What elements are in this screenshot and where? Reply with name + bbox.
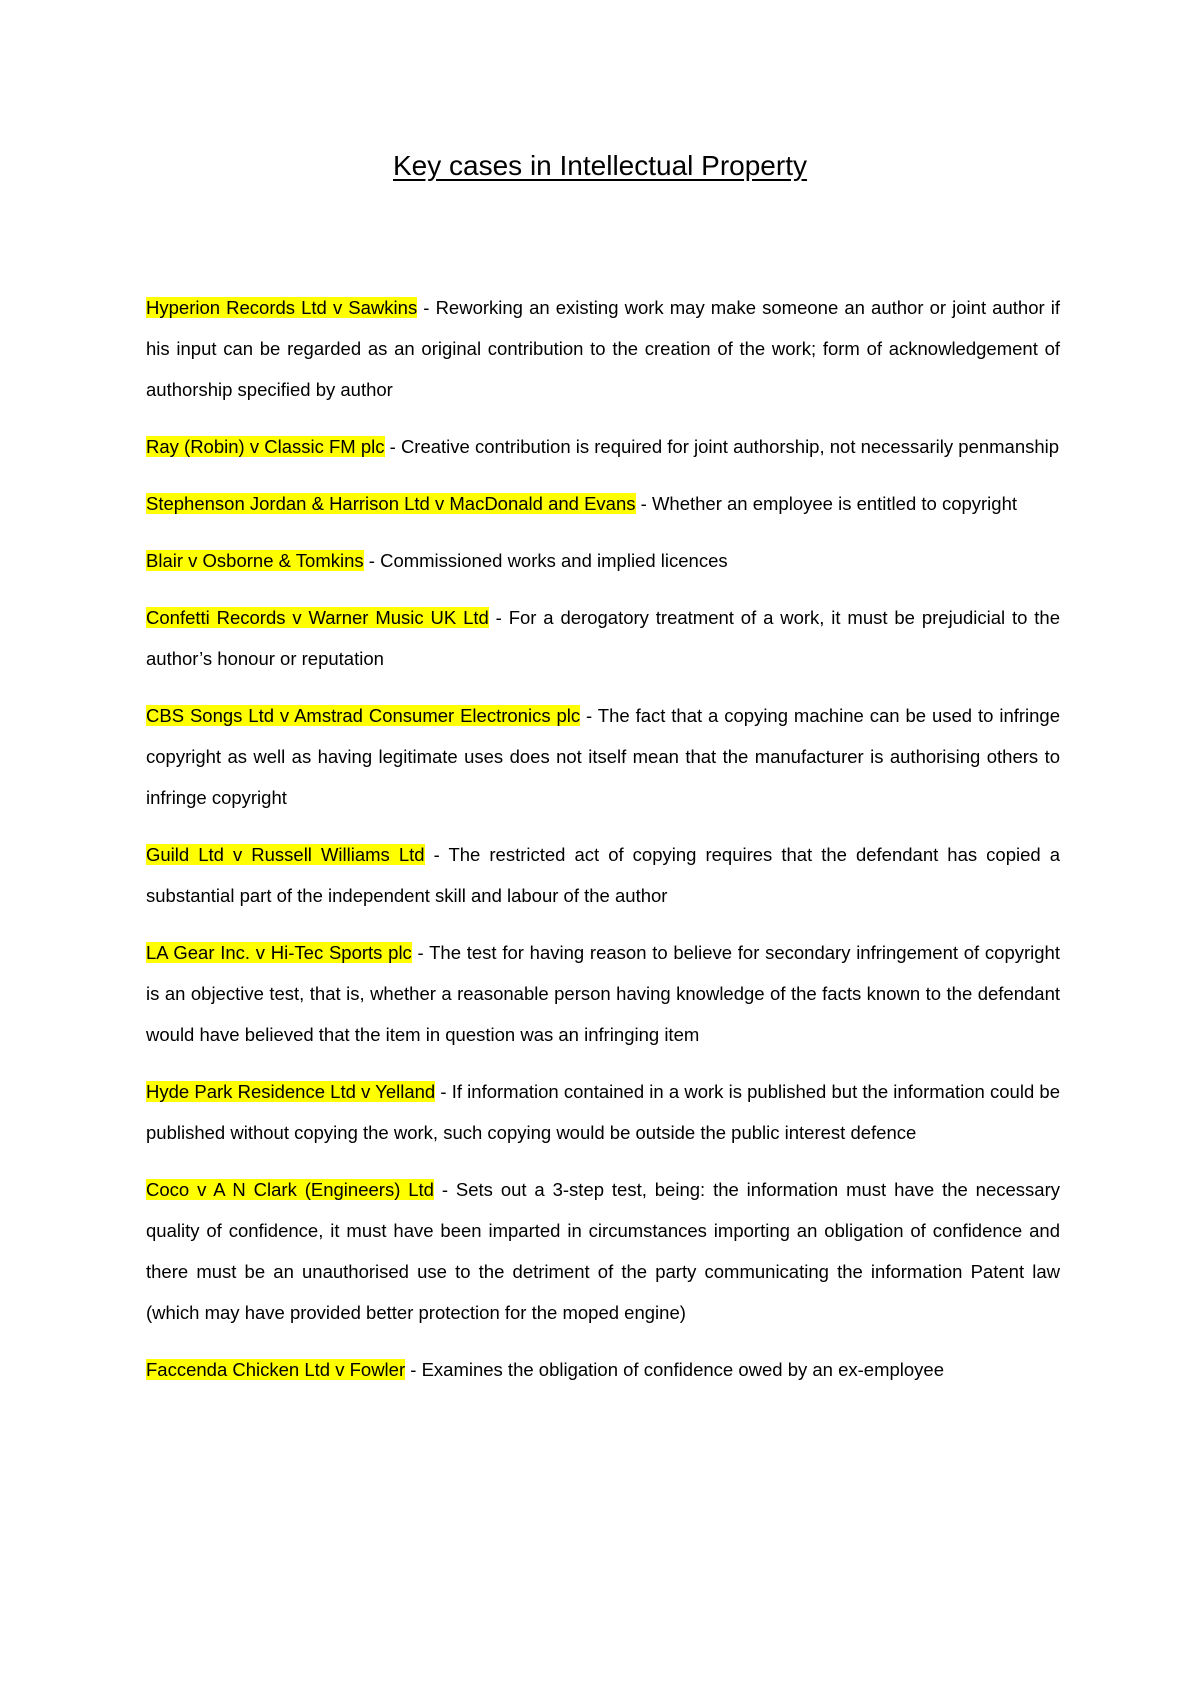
- page-title: Key cases in Intellectual Property: [393, 150, 807, 181]
- case-name: Guild Ltd v Russell Williams Ltd: [146, 844, 425, 865]
- case-name: Coco v A N Clark (Engineers) Ltd: [146, 1179, 434, 1200]
- case-description: - Examines the obligation of confidence owed by an ex-employee: [405, 1359, 945, 1380]
- case-entry: [146, 540, 1060, 581]
- case-name: Stephenson Jordan & Harrison Ltd v MacDonald and Evans: [146, 493, 636, 514]
- case-list: [146, 287, 1060, 1406]
- case-description: - Reworking an existing work may make someone an author or joint author if his input can be regarded as an original contribution to the creation of the work; form of acknowledgement of authorship specified by author: [146, 297, 1060, 400]
- case-description: - Creative contribution is required for joint authorship, not necessarily penmanship: [384, 436, 1060, 457]
- case-entry: [146, 1349, 1060, 1390]
- case-name: LA Gear Inc. v Hi-Tec Sports plc: [146, 942, 412, 963]
- case-description: - The restricted act of copying requires that the defendant has copied a substantial part of the independent skill and labour of the author: [146, 844, 1060, 906]
- case-entry: [146, 483, 1060, 524]
- case-description: - For a derogatory treatment of a work, it must be prejudicial to the author’s honour or reputation: [146, 607, 1061, 669]
- case-entry: [146, 597, 1060, 679]
- case-entry: [146, 1071, 1060, 1153]
- case-description: - Commissioned works and implied licences: [363, 550, 728, 571]
- case-name: Hyperion Records Ltd v Sawkins: [146, 297, 418, 318]
- case-description: - Whether an employee is entitled to copyright: [635, 493, 1018, 514]
- case-name: Faccenda Chicken Ltd v Fowler: [146, 1359, 406, 1380]
- case-entry: [146, 834, 1060, 916]
- case-name: Blair v Osborne & Tomkins: [146, 550, 364, 571]
- case-entry: [146, 287, 1060, 410]
- case-entry: [146, 695, 1060, 818]
- case-name: CBS Songs Ltd v Amstrad Consumer Electronics plc: [146, 705, 581, 726]
- case-entry: [146, 426, 1060, 467]
- case-name: Ray (Robin) v Classic FM plc: [146, 436, 385, 457]
- case-description: - The fact that a copying machine can be used to infringe copyright as well as having legitimate uses does not itself mean that the manufacturer is authorising others to infringe copyright: [146, 705, 1061, 808]
- case-entry: [146, 932, 1060, 1055]
- case-description: - If information contained in a work is published but the information could be published without copying the work, such copying would be outside the public interest defence: [146, 1081, 1060, 1143]
- case-description: - The test for having reason to believe for secondary infringement of copyright is an objective test, that is, whether a reasonable person having knowledge of the facts known to the defendant would have believed that the item in question was an infringing item: [146, 942, 1060, 1045]
- case-name: Hyde Park Residence Ltd v Yelland: [146, 1081, 436, 1102]
- case-name: Confetti Records v Warner Music UK Ltd: [146, 607, 489, 628]
- case-entry: [146, 1169, 1060, 1333]
- case-description: - Sets out a 3-step test, being: the information must have the necessary quality of confidence, it must have been imparted in circumstances importing an obligation of confidence and there must be an unauthorised use to the detriment of the party communicating the information Patent law (which may have provided better protection for the moped engine): [146, 1179, 1060, 1323]
